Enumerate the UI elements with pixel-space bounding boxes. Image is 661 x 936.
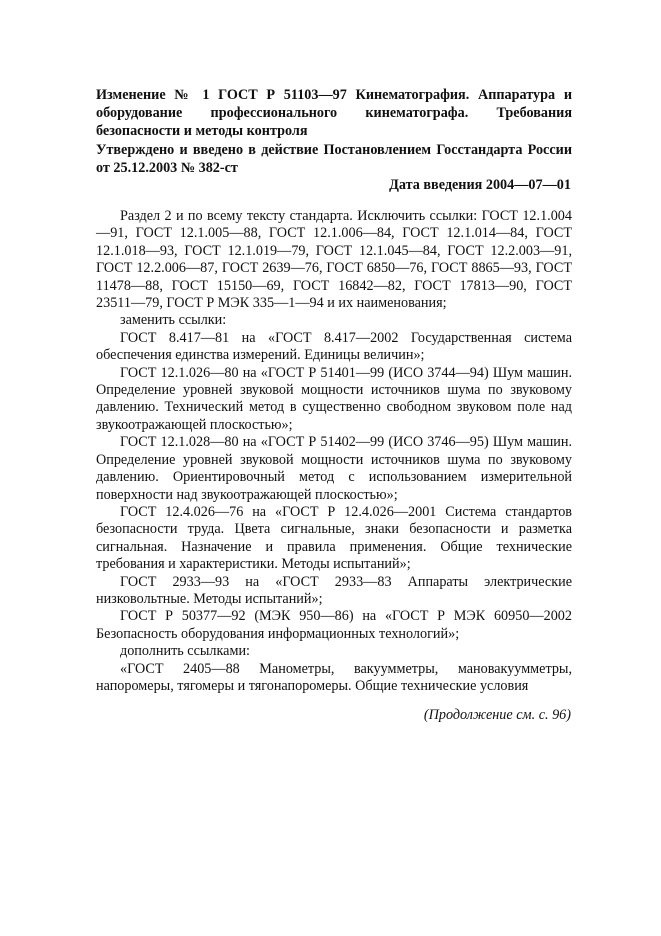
document-body: [96, 208, 572, 695]
paragraph-gost-2933: ГОСТ 2933—93 на «ГОСТ 2933—83 Аппараты электрические низковольтные. Методы испытаний»;: [96, 573, 572, 607]
paragraph-add-heading: дополнить ссылками:: [120, 643, 250, 660]
approval-statement: Утверждено и введено в действие Постановлением Госстандарта России от 25.12.2003 № 382-ст: [96, 142, 572, 176]
paragraph-gost-12-1-028: ГОСТ 12.1.028—80 на «ГОСТ Р 51402—99 (ИСО 3746—95) Шум машин. Определение уровней звуковой мощности источников шума по звуковому давлению. Ориентировочный метод с использованием измерительной поверхности над звукоотражающей плоскостью»;: [96, 434, 572, 503]
amendment-title: Изменение № 1 ГОСТ Р 51103—97 Кинематография. Аппаратура и оборудование профессионального кинематографа. Требования безопасности и методы контроля: [96, 87, 572, 139]
paragraph-gost-2405: «ГОСТ 2405—88 Манометры, вакуумметры, мановакуумметры, напоромеры, тягомеры и тягонапоромеры. Общие технические условия: [96, 660, 572, 694]
paragraph-gost-r-50377: ГОСТ Р 50377—92 (МЭК 950—86) на «ГОСТ Р МЭК 60950—2002 Безопасность оборудования информационных технологий»;: [96, 608, 572, 642]
paragraph-exclude-refs: Раздел 2 и по всему тексту стандарта. Исключить ссылки: ГОСТ 12.1.004—91, ГОСТ 12.1.005—88, ГОСТ 12.1.006—84, ГОСТ 12.1.014—84, ГОСТ 12.1.018—93, ГОСТ 12.1.019—79, ГОСТ 12.1.045—84, ГОСТ 12.2.003—91, ГОСТ 12.2.006—87, ГОСТ 2639—76, ГОСТ 6850—76, ГОСТ 8865—93, ГОСТ 11478—88, ГОСТ 15150—69, ГОСТ 16842—82, ГОСТ 17813—90, ГОСТ 23511—79, ГОСТ Р МЭК 335—1—94 и их наименования;: [96, 208, 572, 312]
effective-date: Дата введения 2004—07—01: [389, 177, 571, 193]
paragraph-gost-12-1-026: ГОСТ 12.1.026—80 на «ГОСТ Р 51401—99 (ИСО 3744—94) Шум машин. Определение уровней звуковой мощности источников шума по звуковому давлению. Технический метод в существенно свободном звуковом поле над звукоотражающей плоскостью»;: [96, 364, 572, 433]
paragraph-gost-8-417: ГОСТ 8.417—81 на «ГОСТ 8.417—2002 Государственная система обеспечения единства измерений. Единицы величин»;: [96, 329, 572, 364]
paragraph-replace-heading: заменить ссылки:: [120, 312, 227, 329]
continuation-note: (Продолжение см. с. 96): [423, 707, 571, 723]
paragraph-gost-12-4-026: ГОСТ 12.4.026—76 на «ГОСТ Р 12.4.026—2001 Система стандартов безопасности труда. Цвета сигнальные, знаки безопасности и разметка сигнальная. Назначение и правила применения. Общие технические требования и характеристики. Методы испытаний»;: [96, 503, 572, 573]
